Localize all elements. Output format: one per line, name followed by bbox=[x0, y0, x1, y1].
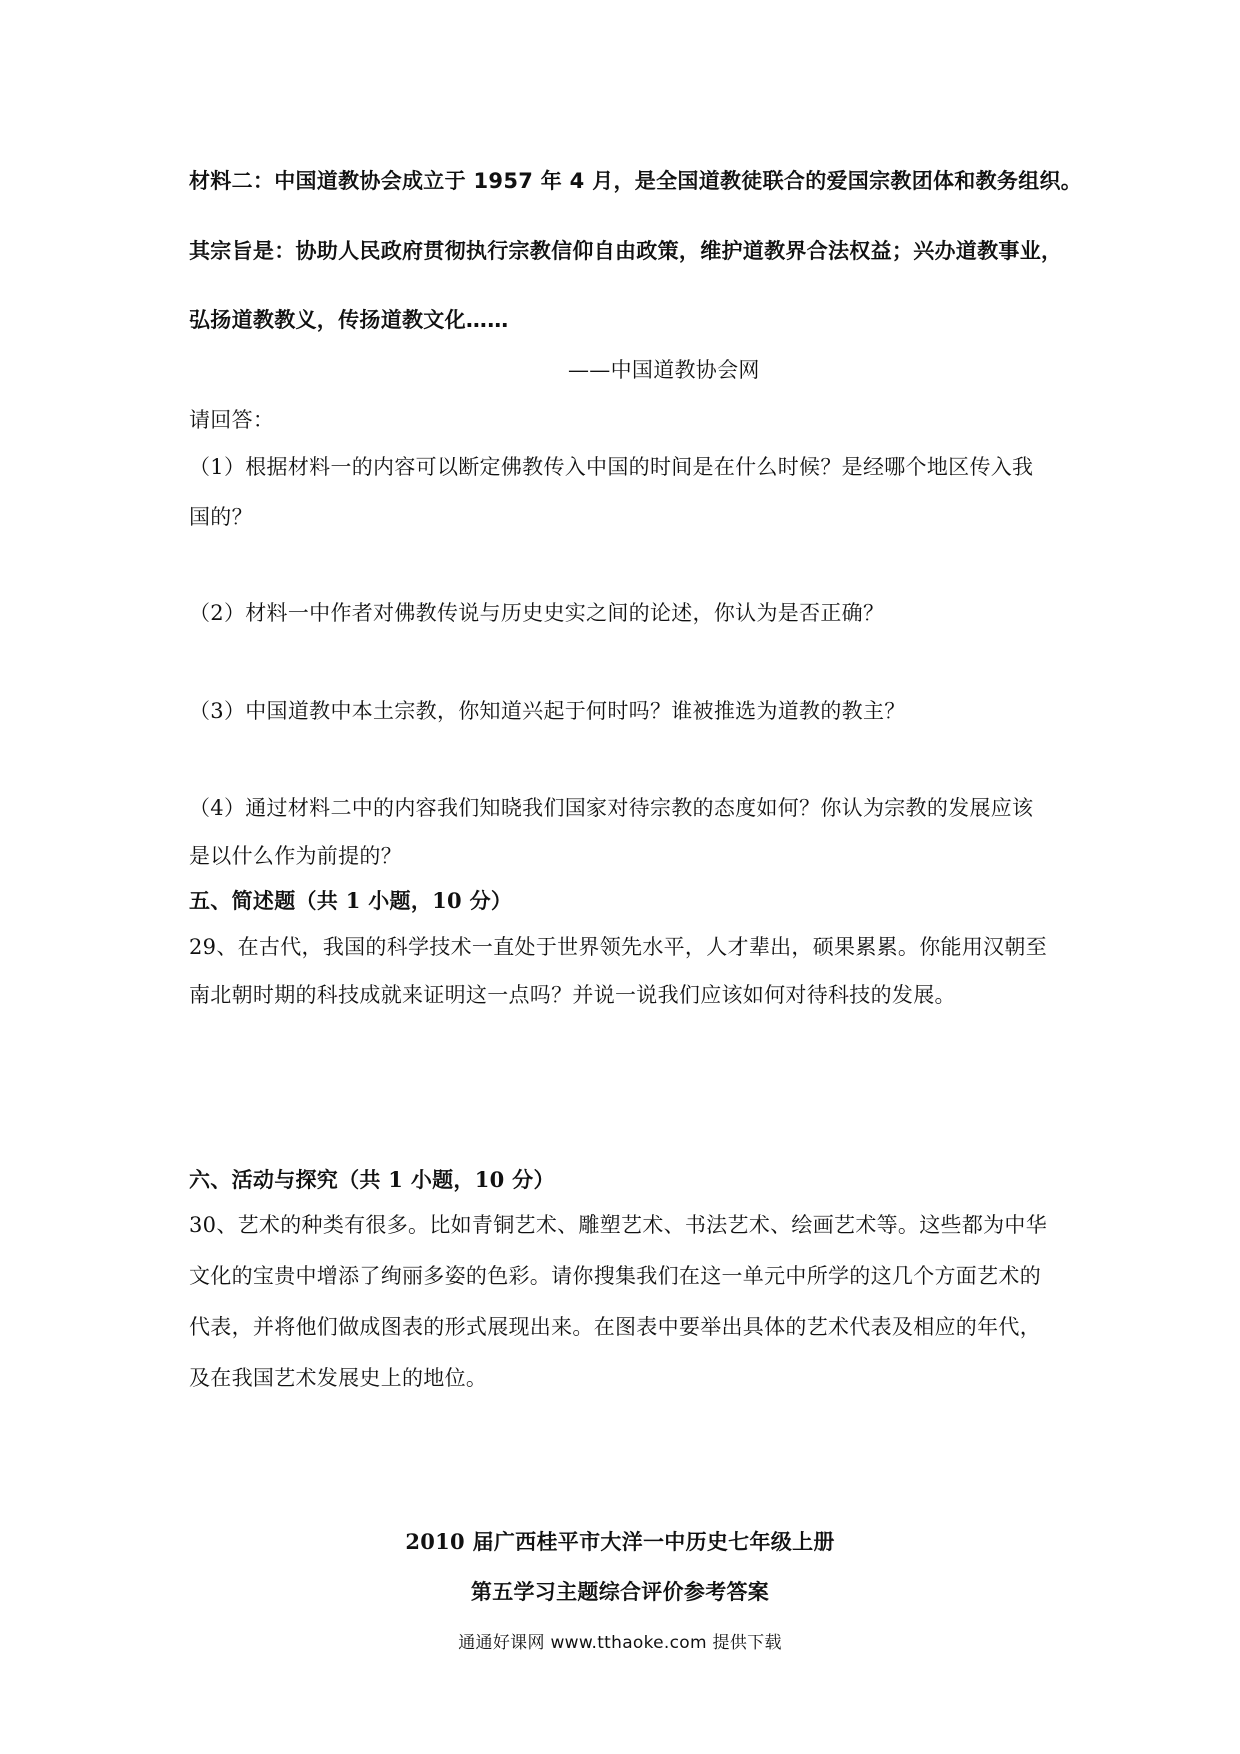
section-5-heading: 五、简述题（共 1 小题，10 分） bbox=[189, 888, 513, 913]
question-4-line2: 是以什么作为前提的？ bbox=[189, 844, 402, 868]
question-4-line1: （4）通过材料二中的内容我们知晓我们国家对待宗教的态度如何？你认为宗教的发展应该 bbox=[189, 796, 1034, 820]
material2-line1: 材料二：中国道教协会成立于 1957 年 4 月，是全国道教徒联合的爱国宗教团体和教务组织。 bbox=[189, 169, 1083, 193]
question-30-line1: 30、艺术的种类有很多。比如青铜艺术、雕塑艺术、书法艺术、绘画艺术等。这些都为中华 bbox=[189, 1213, 1048, 1237]
question-3: （3）中国道教中本土宗教，你知道兴起于何时吗？谁被推选为道教的教主？ bbox=[189, 699, 906, 723]
material2-source: ——中国道教协会网 bbox=[568, 358, 760, 382]
section-6-heading: 六、活动与探究（共 1 小题，10 分） bbox=[189, 1167, 555, 1192]
question-30-line3: 代表，并将他们做成图表的形式展现出来。在图表中要举出具体的艺术代表及相应的年代， bbox=[189, 1315, 1041, 1339]
footer-download-note: 通通好课网 www.tthaoke.com 提供下载 bbox=[458, 1633, 782, 1653]
answer-title-line2: 第五学习主题综合评价参考答案 bbox=[470, 1579, 770, 1604]
question-1-line2: 国的？ bbox=[189, 505, 253, 529]
question-30-line2: 文化的宝贵中增添了绚丽多姿的色彩。请你搜集我们在这一单元中所学的这几个方面艺术的 bbox=[189, 1264, 1041, 1288]
answer-prompt: 请回答： bbox=[189, 408, 275, 432]
question-2: （2）材料一中作者对佛教传说与历史史实之间的论述，你认为是否正确？ bbox=[189, 601, 885, 625]
material2-line3: 弘扬道教教义，传扬道教文化…… bbox=[189, 308, 509, 332]
question-30-line4: 及在我国艺术发展史上的地位。 bbox=[189, 1366, 488, 1390]
question-1-line1: （1）根据材料一的内容可以断定佛教传入中国的时间是在什么时候？是经哪个地区传入我 bbox=[189, 455, 1034, 479]
answer-title-line1: 2010 届广西桂平市大洋一中历史七年级上册 bbox=[405, 1529, 835, 1554]
question-29-line2: 南北朝时期的科技成就来证明这一点吗？并说一说我们应该如何对待科技的发展。 bbox=[189, 983, 956, 1007]
question-29-line1: 29、在古代，我国的科学技术一直处于世界领先水平，人才辈出，硕果累累。你能用汉朝至 bbox=[189, 935, 1048, 959]
material2-line2: 其宗旨是：协助人民政府贯彻执行宗教信仰自由政策，维护道教界合法权益；兴办道教事业， bbox=[189, 239, 1063, 263]
